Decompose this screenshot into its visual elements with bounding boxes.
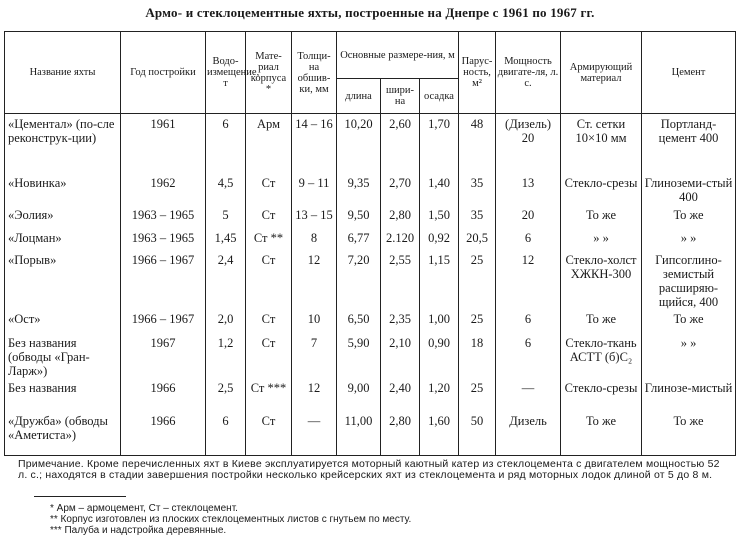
table-row [5, 411, 736, 456]
yachts-table [4, 31, 736, 456]
cell-displacement: 6 [206, 411, 246, 456]
cell-reinf: То же [561, 309, 642, 333]
cell-cement: Глиноземи-стый 400 [642, 173, 736, 205]
cell-year: 1967 [121, 333, 206, 378]
cell-reinf: Стекло-срезы [561, 173, 642, 205]
cell-sail: 25 [459, 250, 496, 309]
cell-draft: 1,60 [420, 411, 459, 456]
cell-draft: 1,00 [420, 309, 459, 333]
cell-length: 6,77 [337, 228, 381, 250]
footnote-3: *** Палуба и надстройка деревянные. [50, 525, 227, 536]
cell-power: Дизель [496, 411, 561, 456]
cell-thickness: 8 [292, 228, 337, 250]
cell-draft: 0,90 [420, 333, 459, 378]
cell-cement: Глинозе-мистый [642, 378, 736, 411]
cell-name: «Цементал» (по-сле реконструк-ции) [5, 114, 121, 173]
cell-power: 20 [496, 205, 561, 228]
header-draft: осадка [420, 79, 459, 114]
cell-year: 1961 [121, 114, 206, 173]
cell-thickness: — [292, 411, 337, 456]
cell-sail: 35 [459, 205, 496, 228]
cell-draft: 1,70 [420, 114, 459, 173]
cell-name: «Новинка» [5, 173, 121, 205]
cell-year: 1963 – 1965 [121, 205, 206, 228]
cell-draft: 0,92 [420, 228, 459, 250]
cell-cement: То же [642, 205, 736, 228]
cell-length: 9,50 [337, 205, 381, 228]
cell-material: Арм [246, 114, 292, 173]
table-row [5, 378, 736, 411]
cell-width: 2,40 [381, 378, 420, 411]
cell-year: 1966 [121, 411, 206, 456]
table-row [5, 228, 736, 250]
cell-sail: 20,5 [459, 228, 496, 250]
cell-sail: 25 [459, 309, 496, 333]
cell-year: 1966 – 1967 [121, 250, 206, 309]
cell-thickness: 9 – 11 [292, 173, 337, 205]
cell-length: 11,00 [337, 411, 381, 456]
cell-year: 1966 – 1967 [121, 309, 206, 333]
cell-name: «Ост» [5, 309, 121, 333]
header-material: Мате-риал корпуса * [246, 32, 292, 114]
cell-material: Ст [246, 333, 292, 378]
cell-sail: 18 [459, 333, 496, 378]
footnote-2: ** Корпус изготовлен из плоских стеклоцементных листов с гнутьем по месту. [50, 514, 412, 525]
cell-length: 5,90 [337, 333, 381, 378]
cell-displacement: 6 [206, 114, 246, 173]
cell-year: 1963 – 1965 [121, 228, 206, 250]
header-dimensions: Основные размере-ния, м [337, 32, 459, 79]
header-thickness: Толщи-на обшив-ки, мм [292, 32, 337, 114]
cell-displacement: 1,2 [206, 333, 246, 378]
cell-material: Ст *** [246, 378, 292, 411]
footnotes [50, 503, 411, 536]
cell-length: 10,20 [337, 114, 381, 173]
cell-cement: » » [642, 333, 736, 378]
cell-sail: 48 [459, 114, 496, 173]
cell-thickness: 7 [292, 333, 337, 378]
cell-draft: 1,50 [420, 205, 459, 228]
cell-reinf: » » [561, 228, 642, 250]
cell-reinf: Ст. сетки 10×10 мм [561, 114, 642, 173]
cell-sail: 35 [459, 173, 496, 205]
cell-displacement: 2,0 [206, 309, 246, 333]
cell-displacement: 2,4 [206, 250, 246, 309]
header-power: Мощность двигате-ля, л. с. [496, 32, 561, 114]
cell-width: 2,80 [381, 411, 420, 456]
cell-draft: 1,20 [420, 378, 459, 411]
cell-sail: 25 [459, 378, 496, 411]
cell-reinf: То же [561, 205, 642, 228]
cell-material: Ст [246, 411, 292, 456]
cell-width: 2,60 [381, 114, 420, 173]
footnote-divider [34, 496, 126, 497]
header-displacement: Водо-измещение, т [206, 32, 246, 114]
cell-cement: То же [642, 309, 736, 333]
table-row [5, 309, 736, 333]
cell-sail: 50 [459, 411, 496, 456]
table-row [5, 114, 736, 173]
cell-power: 6 [496, 309, 561, 333]
footnote-1: * Арм – армоцемент, Ст – стеклоцемент. [50, 503, 238, 514]
cell-thickness: 13 – 15 [292, 205, 337, 228]
cell-width: 2.120 [381, 228, 420, 250]
header-sail: Парус-ность, м² [459, 32, 496, 114]
cell-name: Без названия [5, 378, 121, 411]
cell-material: Ст [246, 205, 292, 228]
cell-thickness: 12 [292, 250, 337, 309]
header-length: длина [337, 79, 381, 114]
table-row [5, 173, 736, 205]
cell-draft: 1,40 [420, 173, 459, 205]
cell-name: «Дружба» (обводы «Аметиста») [5, 411, 121, 456]
table-note: Примечание. Кроме перечисленных яхт в Киеве эксплуатируется моторный каютный катер из стеклоцемента с двигателем мощностью 52 л. с.; находятся в стадии завершения постройки несколько крейсерских яхт из стеклоцемента и ряд моторных лодок длиной от 5 до 8 м. [18, 458, 720, 481]
cell-reinf: То же [561, 411, 642, 456]
cell-cement: Портланд-цемент 400 [642, 114, 736, 173]
table-row [5, 250, 736, 309]
cell-reinf: Стекло-ткань АСТТ (б)С₂ [561, 333, 642, 378]
cell-length: 6,50 [337, 309, 381, 333]
cell-name: «Лоцман» [5, 228, 121, 250]
cell-width: 2,35 [381, 309, 420, 333]
cell-width: 2,70 [381, 173, 420, 205]
cell-thickness: 10 [292, 309, 337, 333]
header-reinforcement: Армирующий материал [561, 32, 642, 114]
cell-name: «Порыв» [5, 250, 121, 309]
cell-power: 6 [496, 228, 561, 250]
table-row [5, 205, 736, 228]
cell-width: 2,80 [381, 205, 420, 228]
cell-length: 7,20 [337, 250, 381, 309]
cell-thickness: 12 [292, 378, 337, 411]
table-title: Армо- и стеклоцементные яхты, построенные на Днепре с 1961 по 1967 гг. [145, 5, 595, 20]
cell-cement: То же [642, 411, 736, 456]
cell-cement: Гипсоглино-земистый расширяю-щийся, 400 [642, 250, 736, 309]
header-width: шири-на [381, 79, 420, 114]
cell-draft: 1,15 [420, 250, 459, 309]
cell-power: — [496, 378, 561, 411]
cell-power: 12 [496, 250, 561, 309]
cell-reinf: Стекло-холст ХЖКН-300 [561, 250, 642, 309]
header-cement: Цемент [642, 32, 736, 114]
cell-displacement: 4,5 [206, 173, 246, 205]
cell-material: Ст [246, 250, 292, 309]
cell-year: 1966 [121, 378, 206, 411]
cell-material: Ст ** [246, 228, 292, 250]
header-year: Год постройки [121, 32, 206, 114]
cell-year: 1962 [121, 173, 206, 205]
cell-reinf: Стекло-срезы [561, 378, 642, 411]
table-body [5, 114, 736, 456]
cell-length: 9,35 [337, 173, 381, 205]
cell-cement: » » [642, 228, 736, 250]
cell-name: «Эолия» [5, 205, 121, 228]
cell-displacement: 5 [206, 205, 246, 228]
cell-power: (Дизель) 20 [496, 114, 561, 173]
cell-name: Без названия (обводы «Гран-Ларж») [5, 333, 121, 378]
cell-power: 6 [496, 333, 561, 378]
cell-width: 2,55 [381, 250, 420, 309]
cell-displacement: 1,45 [206, 228, 246, 250]
cell-thickness: 14 – 16 [292, 114, 337, 173]
cell-material: Ст [246, 173, 292, 205]
cell-material: Ст [246, 309, 292, 333]
cell-width: 2,10 [381, 333, 420, 378]
table-row [5, 333, 736, 378]
cell-displacement: 2,5 [206, 378, 246, 411]
header-name: Название яхты [5, 32, 121, 114]
cell-length: 9,00 [337, 378, 381, 411]
cell-power: 13 [496, 173, 561, 205]
